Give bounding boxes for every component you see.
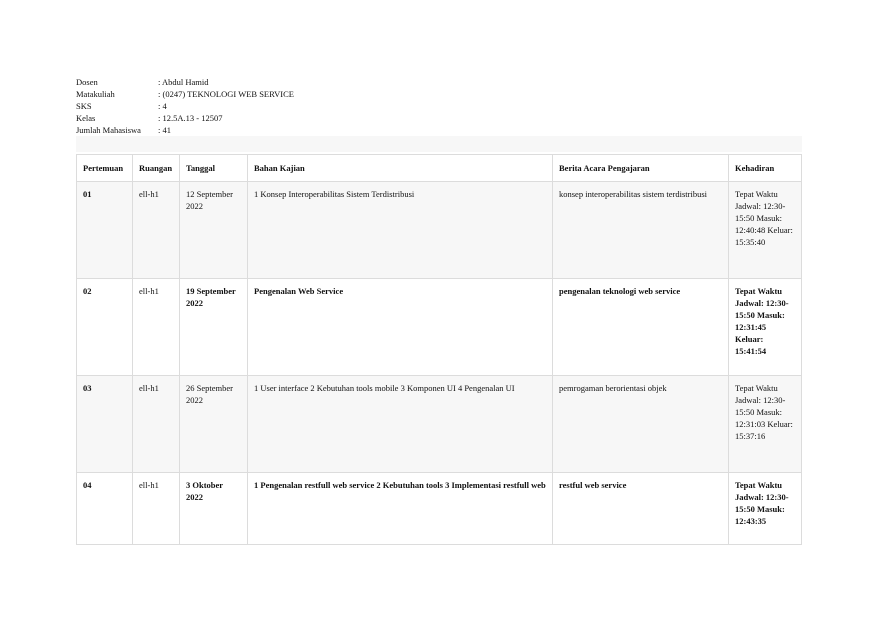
table-row — [77, 376, 802, 473]
cell-ruangan: ell-h1 — [133, 182, 180, 279]
cell-tanggal: 12 September 2022 — [180, 182, 248, 279]
cell-berita-acara: pemrogaman berorientasi objek — [553, 376, 729, 473]
info-row-kelas — [76, 112, 294, 124]
header-berita-acara: Berita Acara Pengajaran — [553, 155, 729, 182]
info-label: SKS — [76, 101, 92, 111]
info-value: : 12.5A.13 - 12507 — [158, 113, 223, 123]
info-row-sks — [76, 100, 294, 112]
info-value: : 4 — [158, 101, 167, 111]
header-pertemuan: Pertemuan — [77, 155, 133, 182]
attendance-table — [76, 154, 802, 545]
table-header-row — [77, 155, 802, 182]
cell-tanggal: 19 September 2022 — [180, 279, 248, 376]
cell-pertemuan: 02 — [77, 279, 133, 376]
info-row-dosen — [76, 76, 294, 88]
cell-berita-acara: restful web service — [553, 473, 729, 545]
cell-bahan-kajian: 1 Pengenalan restfull web service 2 Kebutuhan tools 3 Implementasi restfull web — [248, 473, 553, 545]
cell-kehadiran: Tepat Waktu Jadwal: 12:30-15:50 Masuk: 12:40:48 Keluar: 15:35:40 — [729, 182, 802, 279]
cell-tanggal: 3 Oktober 2022 — [180, 473, 248, 545]
info-value: : (0247) TEKNOLOGI WEB SERVICE — [158, 89, 294, 99]
info-value: : 41 — [158, 125, 171, 135]
cell-ruangan: ell-h1 — [133, 376, 180, 473]
info-row-matakuliah — [76, 88, 294, 100]
cell-kehadiran: Tepat Waktu Jadwal: 12:30-15:50 Masuk: 12:43:35 — [729, 473, 802, 545]
header-ruangan: Ruangan — [133, 155, 180, 182]
info-label: Kelas — [76, 113, 96, 123]
header-kehadiran: Kehadiran — [729, 155, 802, 182]
table-top-shade — [76, 136, 802, 152]
cell-ruangan: ell-h1 — [133, 473, 180, 545]
cell-pertemuan: 03 — [77, 376, 133, 473]
cell-pertemuan: 01 — [77, 182, 133, 279]
info-label: Jumlah Mahasiswa — [76, 125, 141, 135]
course-info — [76, 76, 294, 136]
cell-pertemuan: 04 — [77, 473, 133, 545]
table-row — [77, 279, 802, 376]
table-row — [77, 182, 802, 279]
info-row-jumlah-mahasiswa — [76, 124, 294, 136]
cell-berita-acara: konsep interoperabilitas sistem terdistribusi — [553, 182, 729, 279]
cell-bahan-kajian: Pengenalan Web Service — [248, 279, 553, 376]
cell-bahan-kajian: 1 Konsep Interoperabilitas Sistem Terdistribusi — [248, 182, 553, 279]
cell-tanggal: 26 September 2022 — [180, 376, 248, 473]
table-row — [77, 473, 802, 545]
cell-kehadiran: Tepat Waktu Jadwal: 12:30-15:50 Masuk: 12:31:03 Keluar: 15:37:16 — [729, 376, 802, 473]
info-value: : Abdul Hamid — [158, 77, 209, 87]
cell-ruangan: ell-h1 — [133, 279, 180, 376]
cell-kehadiran: Tepat Waktu Jadwal: 12:30-15:50 Masuk: 12:31:45 Keluar: 15:41:54 — [729, 279, 802, 376]
cell-bahan-kajian: 1 User interface 2 Kebutuhan tools mobile 3 Komponen UI 4 Pengenalan UI — [248, 376, 553, 473]
header-tanggal: Tanggal — [180, 155, 248, 182]
header-bahan-kajian: Bahan Kajian — [248, 155, 553, 182]
cell-berita-acara: pengenalan teknologi web service — [553, 279, 729, 376]
info-label: Matakuliah — [76, 89, 115, 99]
info-label: Dosen — [76, 77, 98, 87]
